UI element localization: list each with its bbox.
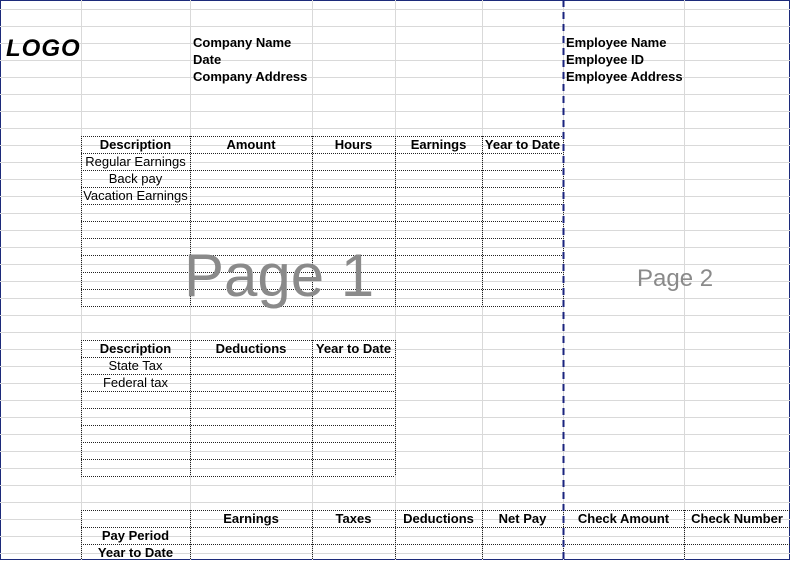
company-date-label[interactable]: Date: [193, 52, 222, 67]
summary-row-label[interactable]: Pay Period: [101, 528, 170, 543]
summary-header-4: Net Pay: [498, 511, 547, 526]
summary-header-1: Earnings: [223, 511, 279, 526]
deductions-header-2: Year to Date: [315, 341, 392, 356]
earnings-row-label[interactable]: [81, 272, 190, 289]
page-2-watermark: Page 2: [637, 265, 714, 292]
company-name-label[interactable]: Company Name: [193, 35, 292, 50]
earnings-row-label[interactable]: [81, 204, 190, 221]
earnings-header-2: Hours: [334, 137, 373, 152]
summary-header-5: Check Amount: [577, 511, 670, 526]
deductions-row-label[interactable]: State Tax: [108, 358, 163, 373]
summary-header-3: Deductions: [403, 511, 474, 526]
deductions-row-label[interactable]: [81, 459, 190, 476]
deductions-row-label[interactable]: [81, 391, 190, 408]
earnings-row-label[interactable]: [81, 221, 190, 238]
deductions-row-label[interactable]: [81, 408, 190, 425]
summary-header-2: Taxes: [335, 511, 372, 526]
earnings-header-1: Amount: [226, 137, 276, 152]
deductions-row-label[interactable]: [81, 425, 190, 442]
logo-placeholder: LOGO: [6, 35, 81, 62]
earnings-header-3: Earnings: [410, 137, 467, 152]
deductions-row-label[interactable]: [81, 442, 190, 459]
summary-header-6: Check Number: [691, 511, 783, 526]
earnings-header-4: Year to Date: [484, 137, 561, 152]
earnings-header-0: Description: [99, 137, 172, 152]
earnings-row-label[interactable]: [81, 238, 190, 255]
earnings-row-label[interactable]: Regular Earnings: [85, 154, 186, 169]
employee-name-label[interactable]: Employee Name: [566, 35, 667, 50]
earnings-row-label[interactable]: Back pay: [108, 171, 163, 186]
earnings-row-label[interactable]: Vacation Earnings: [83, 188, 188, 203]
employee-address-label[interactable]: Employee Address: [566, 69, 683, 84]
page-1-watermark: Page 1: [184, 242, 375, 309]
earnings-row-label[interactable]: [81, 289, 190, 306]
deductions-row-label[interactable]: Federal tax: [102, 375, 169, 390]
deductions-header-0: Description: [99, 341, 172, 356]
summary-row-label[interactable]: Year to Date: [97, 545, 174, 560]
employee-id-label[interactable]: Employee ID: [566, 52, 645, 67]
deductions-header-1: Deductions: [215, 341, 287, 356]
earnings-row-label[interactable]: [81, 255, 190, 272]
company-address-label[interactable]: Company Address: [193, 69, 308, 84]
